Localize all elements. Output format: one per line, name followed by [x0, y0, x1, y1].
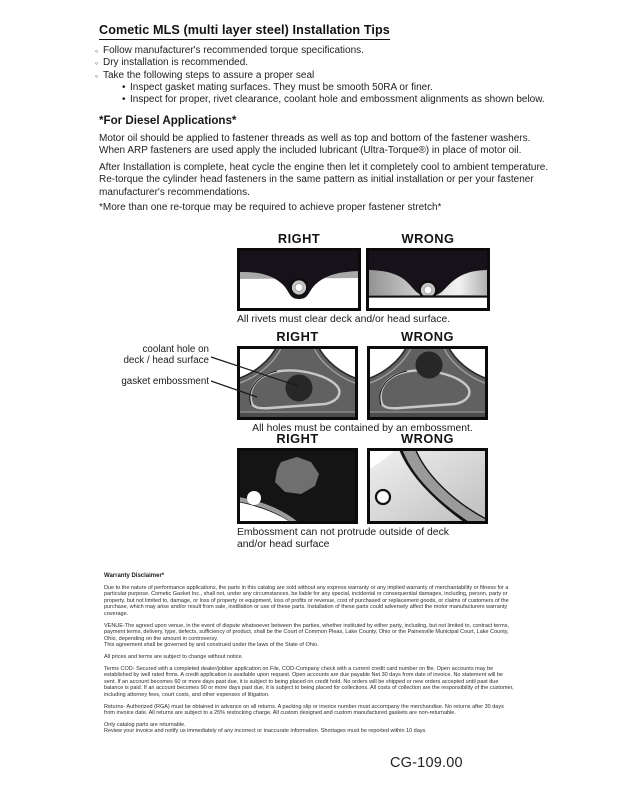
list-item [95, 57, 555, 69]
page-code: CG-109.00 [390, 755, 463, 771]
right-label: RIGHT [277, 231, 321, 246]
wrong-label: WRONG [401, 231, 455, 246]
holes-wrong-diagram [367, 346, 488, 420]
venue-paragraph: VENUE-The agreed upon venue, in the event of dispute whatsoever between the parties, whether instituted by either party, including, but not limited to, contract terms, payment terms, delivery, type, defects, sufficiency of product, shall be the Court of Common Pleas, Lake County, Ohio or the Painesville Municipal Court, Lake County, Ohio, depending on the amount in controversy. [104, 622, 509, 642]
embossment-right-diagram [237, 448, 358, 524]
bullet-icon: • [122, 81, 126, 93]
list-item-text: Follow manufacturer's recommended torque specifications. [103, 45, 364, 56]
callout-leader-lines [209, 355, 304, 401]
list-item [95, 70, 555, 82]
wrong-label: WRONG [401, 431, 454, 446]
list-item-text: Take the following steps to assure a proper seal [103, 69, 315, 81]
diagram-row-rivets [237, 231, 490, 326]
diagram-row-embossment [237, 431, 488, 551]
right-label: RIGHT [276, 431, 319, 446]
list-sub-item [122, 94, 555, 106]
list-item [95, 45, 555, 57]
review-invoice-line: Review your invoice and notify us immediately of any incorrect or inaccurate information. Shortages must be reported within 10 days. [104, 728, 427, 735]
diesel-paragraph-1: Motor oil should be applied to fastener threads as well as top and bottom of the fastener washers. When ARP fasteners are used apply the included lubricant (Ultra-Torque®) in place of motor oil. [99, 133, 531, 157]
holes-caption: All holes must be contained by an embossment. [252, 423, 473, 434]
diesel-applications-heading: *For Diesel Applications* [99, 114, 237, 127]
installation-tips-list [95, 45, 555, 106]
returnable-line: Only catalog parts are returnable. [104, 721, 186, 728]
open-bullet-icon: ◦ [95, 58, 99, 69]
rivet-right-diagram [237, 248, 361, 311]
terms-cod-paragraph: Terms COD- Secured with a completed dealer/jobber application on File, COD-Company check with a current credit card number on file. Open accounts may be established by well rated firms. A credit application is available upon request. Open accounts are due payable Net 30 days from date of invoice. No statement will be sent. If an account becomes 60 or more days past due, it is subject to being placed on credit hold. No orders will be shipped or new orders accepted until past due balance is paid. If an account becomes 90 or more days past due, it is subject to being placed for collections. All costs of collection are the responsibility of the customer, including attorney fees, court costs, and other expenses of litigation. [104, 665, 514, 698]
list-item-text: Inspect for proper, rivet clearance, coolant hole and embossment alignments as shown below. [130, 94, 545, 106]
governing-law-line: This agreement shall be governed by and construed under the laws of the State of Ohio. [104, 642, 319, 649]
returns-paragraph: Returns- Authorized (RGA) must be obtained in advance on all returns. A packing slip or invoice number must accompany the merchandise. No returns after 30 days from invoice date. All returns are subject to a 25% restocking charge. All custom designed and custom manufactured gaskets are non-returnable. [104, 703, 504, 717]
gasket-embossment-callout: gasket embossment [121, 376, 209, 387]
prices-terms-line: All prices and terms are subject to change without notice. [104, 653, 244, 660]
warranty-disclaimer-heading: Warranty Disclaimer* [104, 573, 165, 579]
wrong-label: WRONG [401, 329, 454, 344]
rivet-caption: All rivets must clear deck and/or head surface. [237, 314, 451, 325]
disclaimer-paragraph: Due to the nature of performance applications, the parts in this catalog are sold without any express warranty or any implied warranty of merchantability or fitness for a particular purpose. Cometic Gasket Inc., shall not, under any circumstances, be liable for any special, incidental or consequential damages, including, person, party or property, but not limited to, damage, or loss of property or equipment, loss of profits or revenue, cost of purchased or replacement goods, or claims of customers of the purchase, which may arise and/or result from sale, instillation or use of these parts. Installation of these parts could adversely affect the motor manufacturers warranty coverage. [104, 584, 509, 617]
list-item-text: Inspect gasket mating surfaces. They must be smooth 50RA or finer. [130, 81, 433, 93]
retorque-note: *More than one re-torque may be required to achieve proper fastener stretch* [99, 202, 442, 213]
open-bullet-icon: ◦ [95, 46, 99, 56]
coolant-hole-callout: coolant hole on deck / head surface [123, 344, 209, 367]
open-bullet-icon: ◦ [95, 70, 99, 81]
page-title: Cometic MLS (multi layer steel) Installation Tips [99, 23, 390, 40]
embossment-wrong-diagram [367, 448, 488, 524]
right-label: RIGHT [276, 329, 319, 344]
warranty-disclaimer [104, 573, 514, 735]
list-item-text: Dry installation is recommended. [103, 57, 249, 69]
bullet-icon: • [122, 94, 126, 106]
embossment-caption: Embossment can not protrude outside of deck and/or head surface [237, 527, 449, 550]
list-sub-item [122, 82, 555, 94]
diesel-paragraph-2: After Installation is complete, heat cycle the engine then let it completely cool to ambient temperature. Re-torque the cylinder head fasteners in the same pattern as initial installation or per your fastener manufacturer's recommendations. [99, 162, 549, 198]
diagram-row-holes [121, 329, 488, 435]
rivet-wrong-diagram [366, 248, 490, 311]
